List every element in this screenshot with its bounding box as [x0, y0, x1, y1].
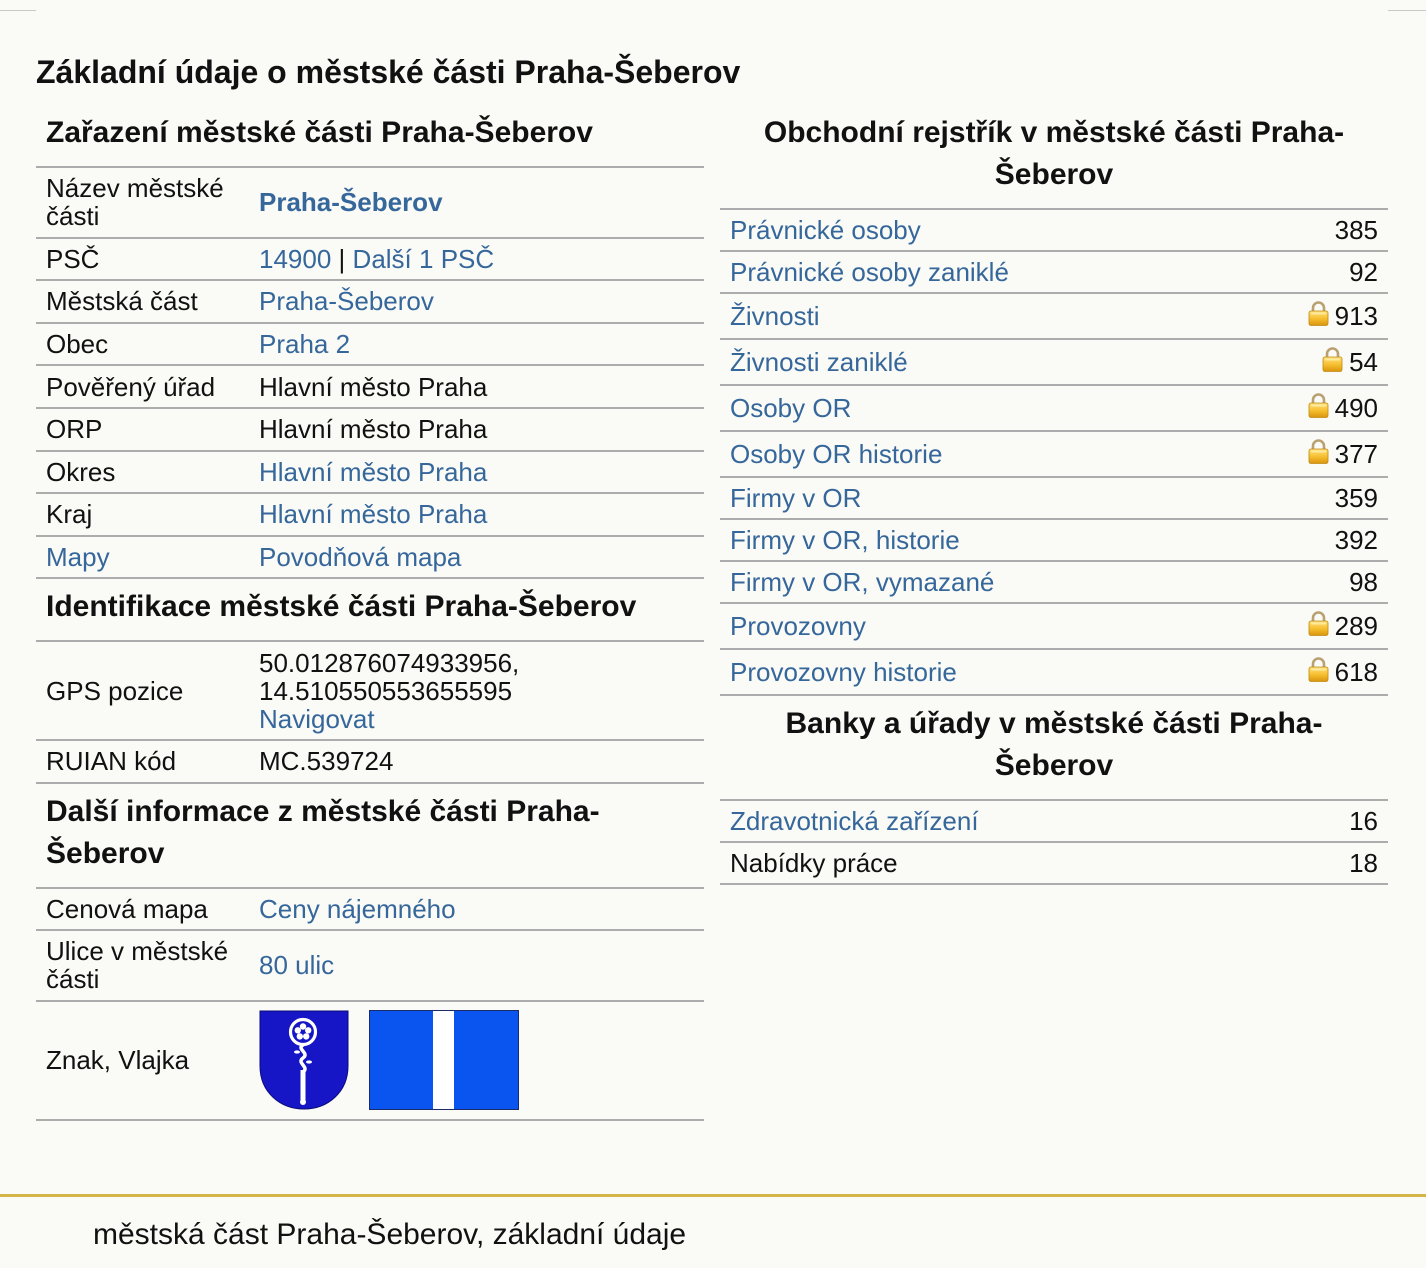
classification-heading: Zařazení městské části Praha-Šeberov [36, 105, 704, 168]
okres-link[interactable]: Hlavní město Praha [259, 456, 488, 487]
table-row [720, 604, 1388, 650]
row-authorized-office [36, 366, 704, 409]
count-value: 18 [1349, 848, 1378, 878]
count-value: 98 [1349, 567, 1378, 597]
table-row [720, 520, 1388, 562]
symbols-value [249, 1002, 704, 1119]
right-column [720, 105, 1388, 885]
maps-value [249, 537, 704, 578]
table-row [720, 478, 1388, 520]
count-value: 54 [1349, 347, 1378, 377]
table-row [720, 650, 1388, 696]
table-row [720, 210, 1388, 252]
count-value: 377 [1334, 439, 1378, 469]
maps-label [36, 537, 249, 578]
postal-code-value [249, 239, 704, 280]
gps-label: GPS pozice [46, 675, 184, 706]
row-price-map [36, 889, 704, 932]
row-symbols [36, 1002, 704, 1121]
row-streets [36, 931, 704, 1002]
district-name-link[interactable]: Praha-Šeberov [259, 187, 443, 218]
row-orp [36, 409, 704, 452]
row-municipality [36, 324, 704, 367]
okres-value [249, 452, 704, 493]
city-district-value [249, 281, 704, 322]
table-row [720, 432, 1388, 478]
count-value: 92 [1349, 257, 1378, 287]
district-name-label: Název městské části [46, 173, 224, 232]
postal-code-link[interactable]: 14900 [259, 243, 332, 274]
count-cell [1308, 612, 1378, 640]
more-info-heading: Další informace z městské části Praha-Šeberov [36, 784, 704, 889]
gps-coordinates: 50.012876074933956, 14.510550553655595 [259, 647, 520, 706]
padlock-icon [1308, 610, 1329, 636]
postal-code-label: PSČ [46, 243, 100, 274]
table-row [720, 801, 1388, 843]
table-row [720, 294, 1388, 340]
gps-value [249, 642, 704, 739]
flood-map-link[interactable]: Povodňová mapa [259, 542, 462, 573]
trades-link[interactable]: Živnosti [730, 301, 820, 331]
streets-label: Ulice v městské části [46, 936, 229, 995]
authorized-office-label: Pověřený úřad [46, 371, 216, 402]
left-column [36, 105, 704, 1121]
row-okres [36, 452, 704, 495]
padlock-icon [1308, 300, 1329, 326]
count-cell [1322, 348, 1378, 376]
footer-caption: městská část Praha-Šeberov, základní údaje [93, 1218, 687, 1251]
count-value: 618 [1334, 657, 1378, 687]
defunct-trades-link[interactable]: Živnosti zaniklé [730, 347, 908, 377]
okres-label: Okres [46, 456, 116, 487]
count-value: 490 [1334, 393, 1378, 423]
row-city-district [36, 281, 704, 324]
streets-link[interactable]: 80 ulic [259, 950, 335, 981]
orp-value: Hlavní město Praha [259, 414, 488, 445]
kraj-link[interactable]: Hlavní město Praha [259, 499, 488, 530]
table-row [720, 843, 1388, 885]
count-value: 385 [1334, 215, 1378, 245]
symbols-label: Znak, Vlajka [46, 1045, 190, 1076]
job-offers-label: Nabídky práce [730, 848, 898, 878]
top-divider-left [0, 10, 36, 11]
coat-of-arms-icon [259, 1010, 349, 1110]
count-value: 913 [1334, 301, 1378, 331]
establishments-history-link[interactable]: Provozovny historie [730, 657, 957, 687]
kraj-value [249, 494, 704, 535]
rent-prices-link[interactable]: Ceny nájemného [259, 893, 456, 924]
streets-value [249, 945, 704, 986]
page-title: Základní údaje o městské části Praha-Šeberov [36, 54, 741, 90]
navigate-link[interactable]: Navigovat [259, 703, 375, 734]
count-cell [1308, 394, 1378, 422]
health-facilities-link[interactable]: Zdravotnická zařízení [730, 806, 979, 836]
ruian-label: RUIAN kód [46, 746, 177, 777]
kraj-label: Kraj [46, 499, 93, 530]
municipality-link[interactable]: Praha 2 [259, 329, 351, 360]
municipality-value [249, 324, 704, 365]
footer-divider [0, 1194, 1426, 1197]
municipality-label: Obec [46, 329, 109, 360]
companies-or-history-link[interactable]: Firmy v OR, historie [730, 525, 960, 555]
count-value: 359 [1334, 483, 1378, 513]
banks-offices-heading: Banky a úřady v městské části Praha-Šeberov [720, 696, 1388, 801]
padlock-icon [1308, 656, 1329, 682]
maps-link[interactable]: Mapy [46, 542, 110, 573]
padlock-icon [1308, 392, 1329, 418]
row-postal-code [36, 239, 704, 282]
orp-label: ORP [46, 414, 103, 445]
count-value: 392 [1334, 525, 1378, 555]
count-cell [1308, 302, 1378, 330]
row-district-name [36, 168, 704, 239]
flag-icon [369, 1010, 519, 1110]
table-row [720, 562, 1388, 604]
legal-entities-link[interactable]: Právnické osoby [730, 215, 921, 245]
top-divider-right [1388, 10, 1426, 11]
authorized-office-value: Hlavní město Praha [259, 371, 488, 402]
row-ruian [36, 741, 704, 784]
persons-or-link[interactable]: Osoby OR [730, 393, 852, 423]
establishments-link[interactable]: Provozovny [730, 611, 866, 641]
padlock-icon [1322, 346, 1343, 372]
companies-or-link[interactable]: Firmy v OR [730, 483, 862, 513]
row-gps [36, 642, 704, 741]
postal-code-separator: | [338, 243, 346, 274]
identification-heading: Identifikace městské části Praha-Šeberov [36, 579, 704, 642]
row-kraj [36, 494, 704, 537]
price-map-label: Cenová mapa [46, 893, 208, 924]
persons-or-history-link[interactable]: Osoby OR historie [730, 439, 943, 469]
business-register-heading: Obchodní rejstřík v městské části Praha-Šeberov [720, 105, 1388, 210]
row-maps [36, 537, 704, 580]
city-district-label: Městská část [46, 286, 198, 317]
padlock-icon [1308, 438, 1329, 464]
count-value: 16 [1349, 806, 1378, 836]
table-row [720, 386, 1388, 432]
city-district-link[interactable]: Praha-Šeberov [259, 286, 434, 317]
defunct-legal-entities-link[interactable]: Právnické osoby zaniklé [730, 257, 1009, 287]
count-cell [1308, 440, 1378, 468]
count-value: 289 [1334, 611, 1378, 641]
table-row [720, 252, 1388, 294]
district-name-value [249, 182, 704, 223]
ruian-value: MC.539724 [259, 746, 394, 777]
count-cell [1308, 658, 1378, 686]
price-map-value [249, 889, 704, 930]
more-postal-codes-link[interactable]: Další 1 PSČ [352, 243, 495, 274]
companies-or-deleted-link[interactable]: Firmy v OR, vymazané [730, 567, 995, 597]
table-row [720, 340, 1388, 386]
